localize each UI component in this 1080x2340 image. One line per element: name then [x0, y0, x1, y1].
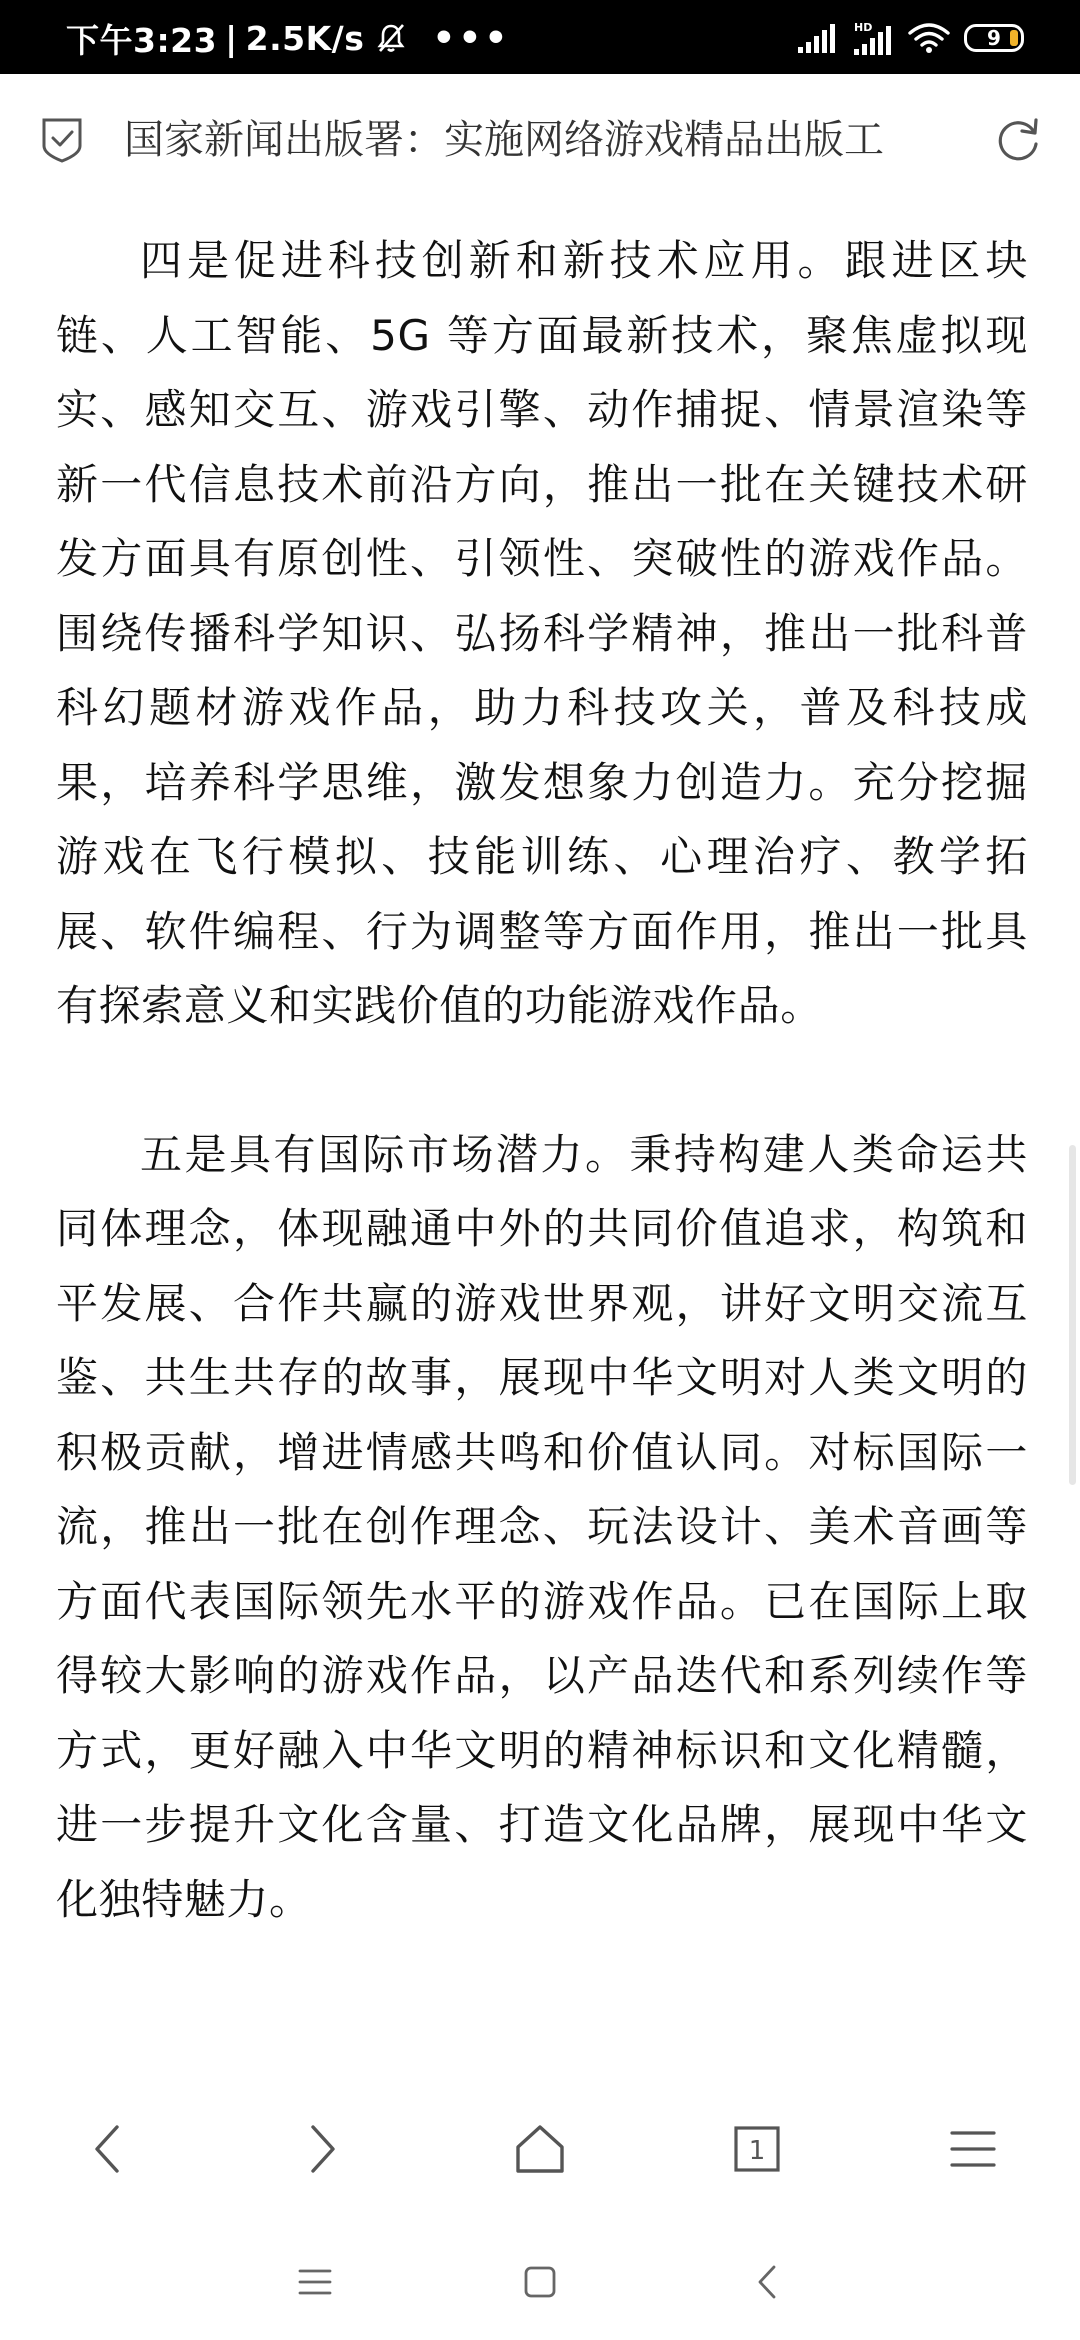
battery-fill: [1010, 30, 1018, 46]
menu-button[interactable]: [938, 2114, 1008, 2184]
menu-lines-icon: [297, 2267, 333, 2297]
forward-button[interactable]: [288, 2114, 358, 2184]
tabs-button[interactable]: [722, 2114, 792, 2184]
chevron-left-icon: [87, 2121, 127, 2177]
battery-level: 9: [987, 26, 1001, 50]
system-back-button[interactable]: [737, 2252, 797, 2312]
tab-count-icon: [732, 2124, 782, 2174]
home-icon: [512, 2121, 568, 2177]
status-bar: [0, 0, 1080, 74]
back-arrow-icon: [753, 2262, 781, 2302]
bell-mute-icon: [374, 21, 408, 55]
tab-count: 1: [748, 2136, 766, 2166]
article-content: [56, 224, 1028, 2024]
status-time: 下午3:23: [66, 20, 218, 60]
signal-icon: [798, 23, 838, 53]
status-left: [66, 18, 510, 58]
menu-icon: [948, 2127, 998, 2171]
refresh-icon[interactable]: [992, 114, 1044, 166]
article-paragraph-2: 五是具有国际市场潜力。秉持构建人类命运共同体理念，体现融通中外的共同价值追求，构筑和平发展、合作共赢的游戏世界观，讲好文明交流互鉴、共生共存的故事，展现中华文明对人类文明的积极贡献，增进情感共鸣和价值认同。对标国际一流，推出一批在创作理念、玩法设计、美术音画等方面代表国际领先水平的游戏作品。已在国际上取得较大影响的游戏作品，以产品迭代和系列续作等方式，更好融入中华文明的精神标识和文化精髓，进一步提升文化含量、打造文化品牌，展现中华文化独特魅力。: [56, 1129, 1028, 1924]
back-button[interactable]: [72, 2114, 142, 2184]
hd-label: HD: [854, 21, 873, 34]
status-right: [798, 20, 1024, 56]
page-title[interactable]: 国家新闻出版署：实施网络游戏精品出版工: [124, 117, 884, 163]
shield-check-icon[interactable]: [40, 116, 84, 164]
article-paragraph-1: 四是促进科技创新和新技术应用。跟进区块链、人工智能、5G 等方面最新技术，聚焦虚拟现实、感知交互、游戏引擎、动作捕捉、情景渲染等新一代信息技术前沿方向，推出一批在关键技术研发方面具有原创性、引领性、突破性的游戏作品。围绕传播科学知识、弘扬科学精神，推出一批科普科幻题材游戏作品，助力科技攻关，普及科技成果，培养科学思维，激发想象力创造力。充分挖掘游戏在飞行模拟、技能训练、心理治疗、教学拓展、软件编程、行为调整等方面作用，推出一批具有探索意义和实践价值的功能游戏作品。: [56, 236, 1028, 1030]
browser-toolbar: [0, 2090, 1080, 2210]
title-bar: [0, 74, 1080, 204]
system-nav-bar: [0, 2224, 1080, 2340]
status-separator: |: [225, 18, 238, 58]
more-notifications-icon: •••: [432, 17, 511, 59]
hd-signal-icon: [852, 21, 894, 55]
recent-apps-button[interactable]: [285, 2252, 345, 2312]
home-button[interactable]: [505, 2114, 575, 2184]
network-speed: 2.5K/s: [245, 18, 365, 58]
scrollbar[interactable]: [1069, 1145, 1076, 1485]
square-icon: [522, 2264, 558, 2300]
wifi-icon: [908, 22, 950, 54]
chevron-right-icon: [303, 2121, 343, 2177]
battery-icon: [964, 24, 1024, 52]
system-home-button[interactable]: [510, 2252, 570, 2312]
